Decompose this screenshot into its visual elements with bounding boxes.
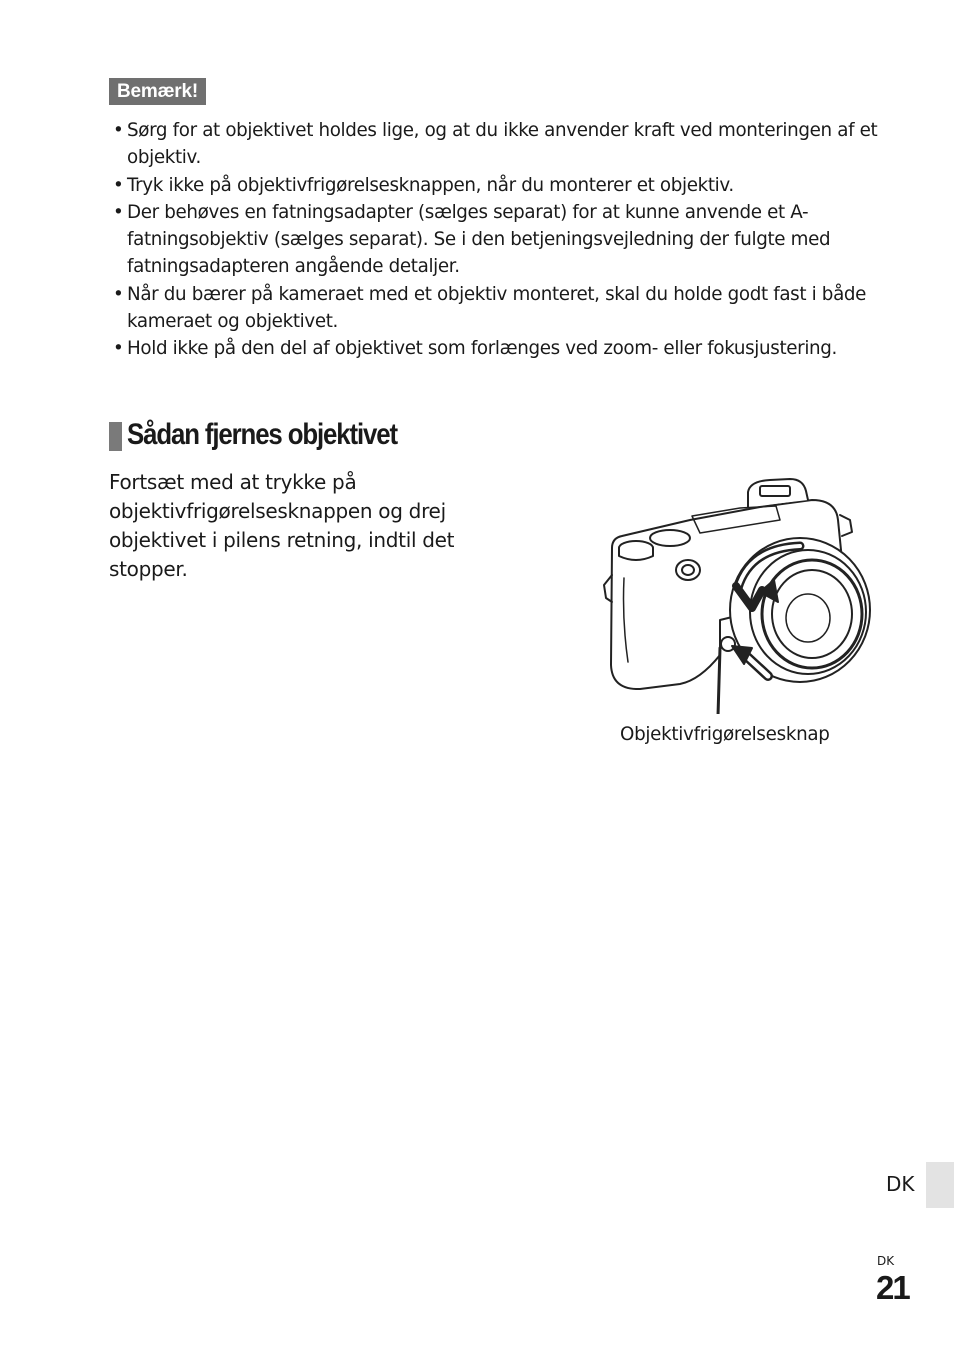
- language-tab-label: DK: [886, 1172, 915, 1196]
- language-side-tab: [926, 1162, 954, 1208]
- note-badge: Bemærk!: [109, 78, 206, 105]
- note-item: • Hold ikke på den del af objektivet som forlænges ved zoom- eller fokusjustering.: [113, 335, 883, 362]
- note-list: [113, 117, 883, 363]
- illustration-caption: Objektivfrigørelsesknap: [620, 724, 830, 745]
- note-item: • Sørg for at objektivet holdes lige, og at du ikke anvender kraft ved monteringen af et objektiv.: [113, 117, 883, 172]
- note-item: • Der behøves en fatningsadapter (sælges separat) for at kunne anvende et A-fatningsobjektiv (sælges separat). Se i den betjeningsvejledning der fulgte med fatningsadapteren angående detaljer.: [113, 199, 883, 281]
- note-item: • Når du bærer på kameraet med et objektiv monteret, skal du holde godt fast i både kameraet og objektivet.: [113, 281, 883, 336]
- footer-language: DK: [877, 1254, 895, 1268]
- section-marker: [109, 422, 122, 451]
- page-number: 21: [876, 1269, 909, 1306]
- note-item: • Tryk ikke på objektivfrigørelsesknappen, når du monterer et objektiv.: [113, 172, 883, 199]
- camera-lens-illustration: [596, 474, 886, 714]
- section-title: Sådan fjernes objektivet: [127, 418, 397, 451]
- instruction-text: Fortsæt med at trykke på objektivfrigørelsesknappen og drej objektivet i pilens retning, indtil det stopper.: [109, 470, 455, 581]
